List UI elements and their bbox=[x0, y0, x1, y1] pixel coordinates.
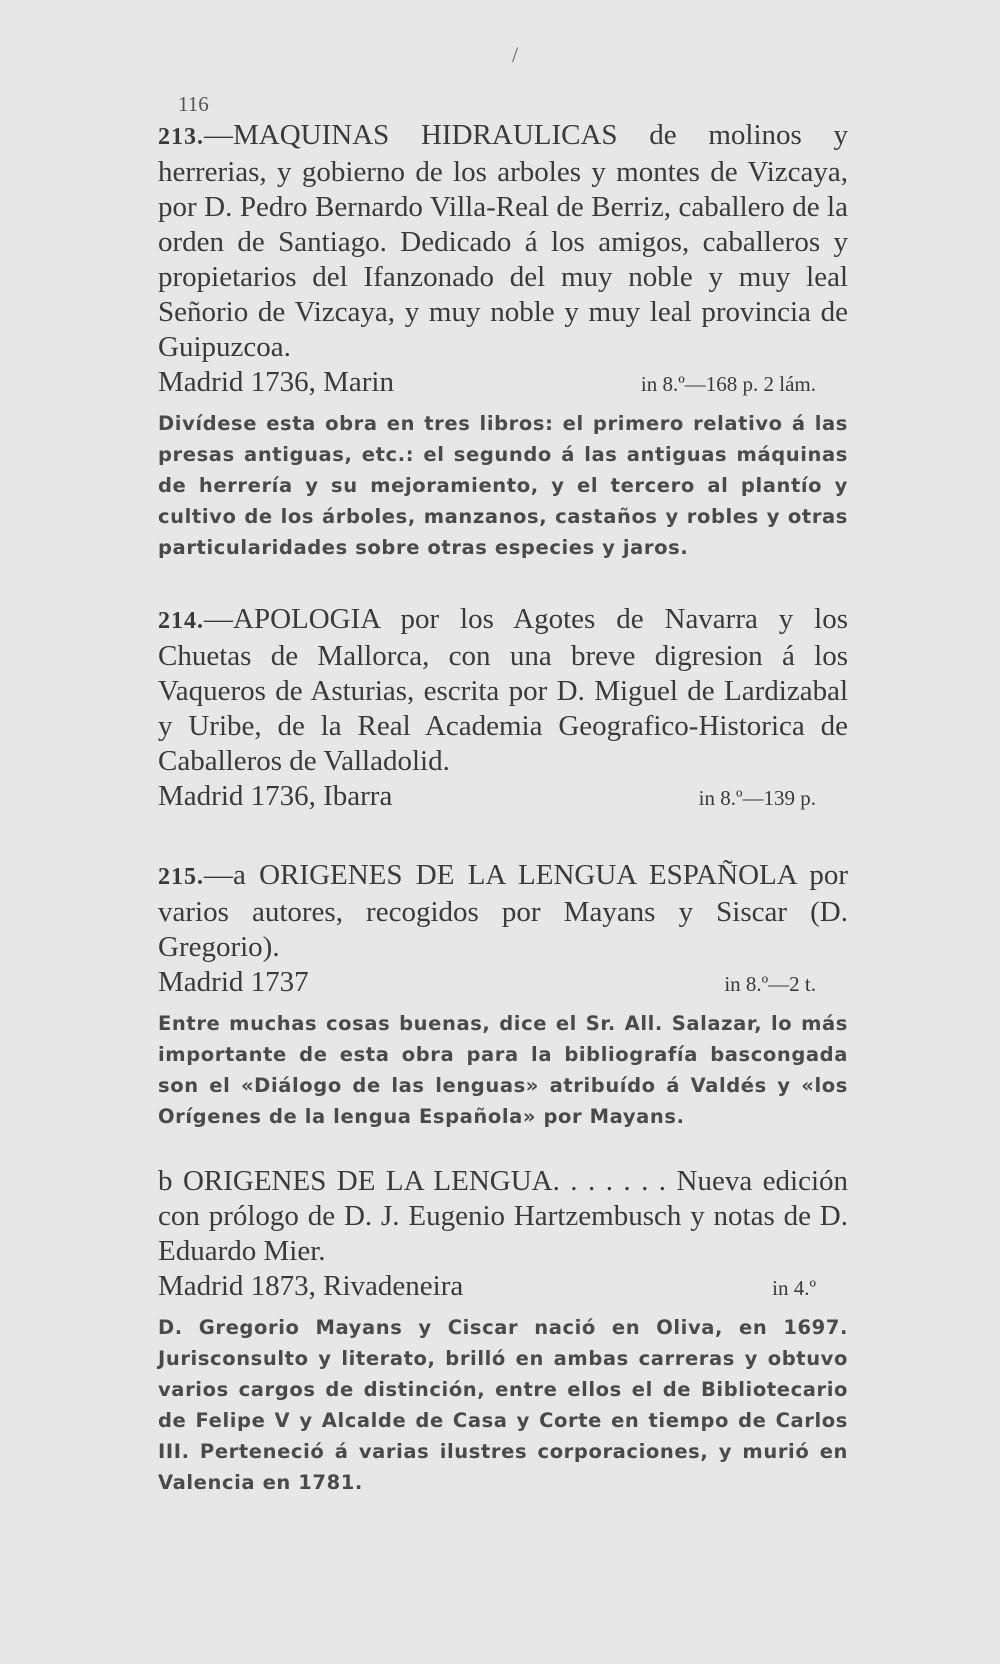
entry-title bbox=[158, 858, 848, 965]
entry-title-text: —a ORIGENES DE LA LENGUA ESPAÑOLA por varios autores, recogidos por Mayans y Siscar (D. Gregorio). bbox=[158, 859, 848, 963]
imprint-format: in 8.º—2 t. bbox=[724, 972, 816, 996]
entry-title bbox=[158, 118, 848, 365]
entry-number: 215. bbox=[158, 864, 204, 890]
imprint-place-year: Madrid 1737 bbox=[158, 966, 309, 998]
imprint-place-year: Madrid 1736, Ibarra bbox=[158, 780, 393, 812]
entry-214 bbox=[158, 602, 848, 816]
entry-note: Entre muchas cosas buenas, dice el Sr. All. Salazar, lo más importante de esta obra para la bibliografía bascongada son el «Diálogo de las lenguas» atribuído á Valdés y «los Orígenes de la lengua Española» por Mayans. bbox=[158, 1012, 848, 1128]
entry-number: 214. bbox=[158, 608, 204, 634]
entry-215b bbox=[158, 1164, 848, 1498]
entry-imprint bbox=[158, 779, 848, 816]
entry-213 bbox=[158, 118, 848, 563]
entry-title bbox=[158, 602, 848, 779]
entry-215a bbox=[158, 858, 848, 1132]
entry-imprint bbox=[158, 965, 848, 1002]
entry-title-text: —MAQUINAS HIDRAULICAS de molinos y herrerias, y gobierno de los arboles y montes de Vizcaya, por D. Pedro Bernardo Villa-Real de Berriz, caballero de la orden de Santiago. Dedicado á los amigos, caballeros y propietarios del Ifanzonado del muy noble y muy leal Señorio de Vizcaya, y muy noble y muy leal provincia de Guipuzcoa. bbox=[158, 119, 848, 363]
entry-imprint bbox=[158, 365, 848, 402]
entry-number: 213. bbox=[158, 124, 204, 150]
imprint-format: in 4.º bbox=[772, 1276, 816, 1300]
entry-title bbox=[158, 1164, 848, 1269]
entry-title-text: —APOLOGIA por los Agotes de Navarra y los Chuetas de Mallorca, con una breve digresion á los Vaqueros de Asturias, escrita por D. Miguel de Lardizabal y Uribe, de la Real Academia Geografico-Historica de Caballeros de Valladolid. bbox=[158, 603, 848, 777]
page-number: 116 bbox=[178, 92, 209, 116]
imprint-format: in 8.º—139 p. bbox=[698, 786, 816, 810]
entry-imprint bbox=[158, 1269, 848, 1306]
top-pencil-mark: / bbox=[512, 42, 519, 67]
imprint-place-year: Madrid 1736, Marin bbox=[158, 366, 394, 398]
entry-note: Divídese esta obra en tres libros: el primero relativo á las presas antiguas, etc.: el segundo á las antiguas máquinas de herrería y su mejoramiento, y el tercero al plantío y cultivo de los árboles, manzanos, castaños y robles y otras particularidades sobre otras especies y jaros. bbox=[158, 412, 848, 559]
imprint-place-year: Madrid 1873, Rivadeneira bbox=[158, 1270, 464, 1302]
entry-title-text: b ORIGENES DE LA LENGUA. . . . . . . Nueva edición con prólogo de D. J. Eugenio Hartzembusch y notas de D. Eduardo Mier. bbox=[158, 1165, 848, 1267]
imprint-format: in 8.º—168 p. 2 lám. bbox=[640, 372, 816, 396]
entry-note: D. Gregorio Mayans y Ciscar nació en Oliva, en 1697. Jurisconsulto y literato, brilló en ambas carreras y obtuvo varios cargos de distinción, entre ellos el de Bibliotecario de Felipe V y Alcalde de Casa y Corte en tiempo de Carlos III. Perteneció á varias ilustres corporaciones, y murió en Valencia en 1781. bbox=[158, 1316, 848, 1494]
